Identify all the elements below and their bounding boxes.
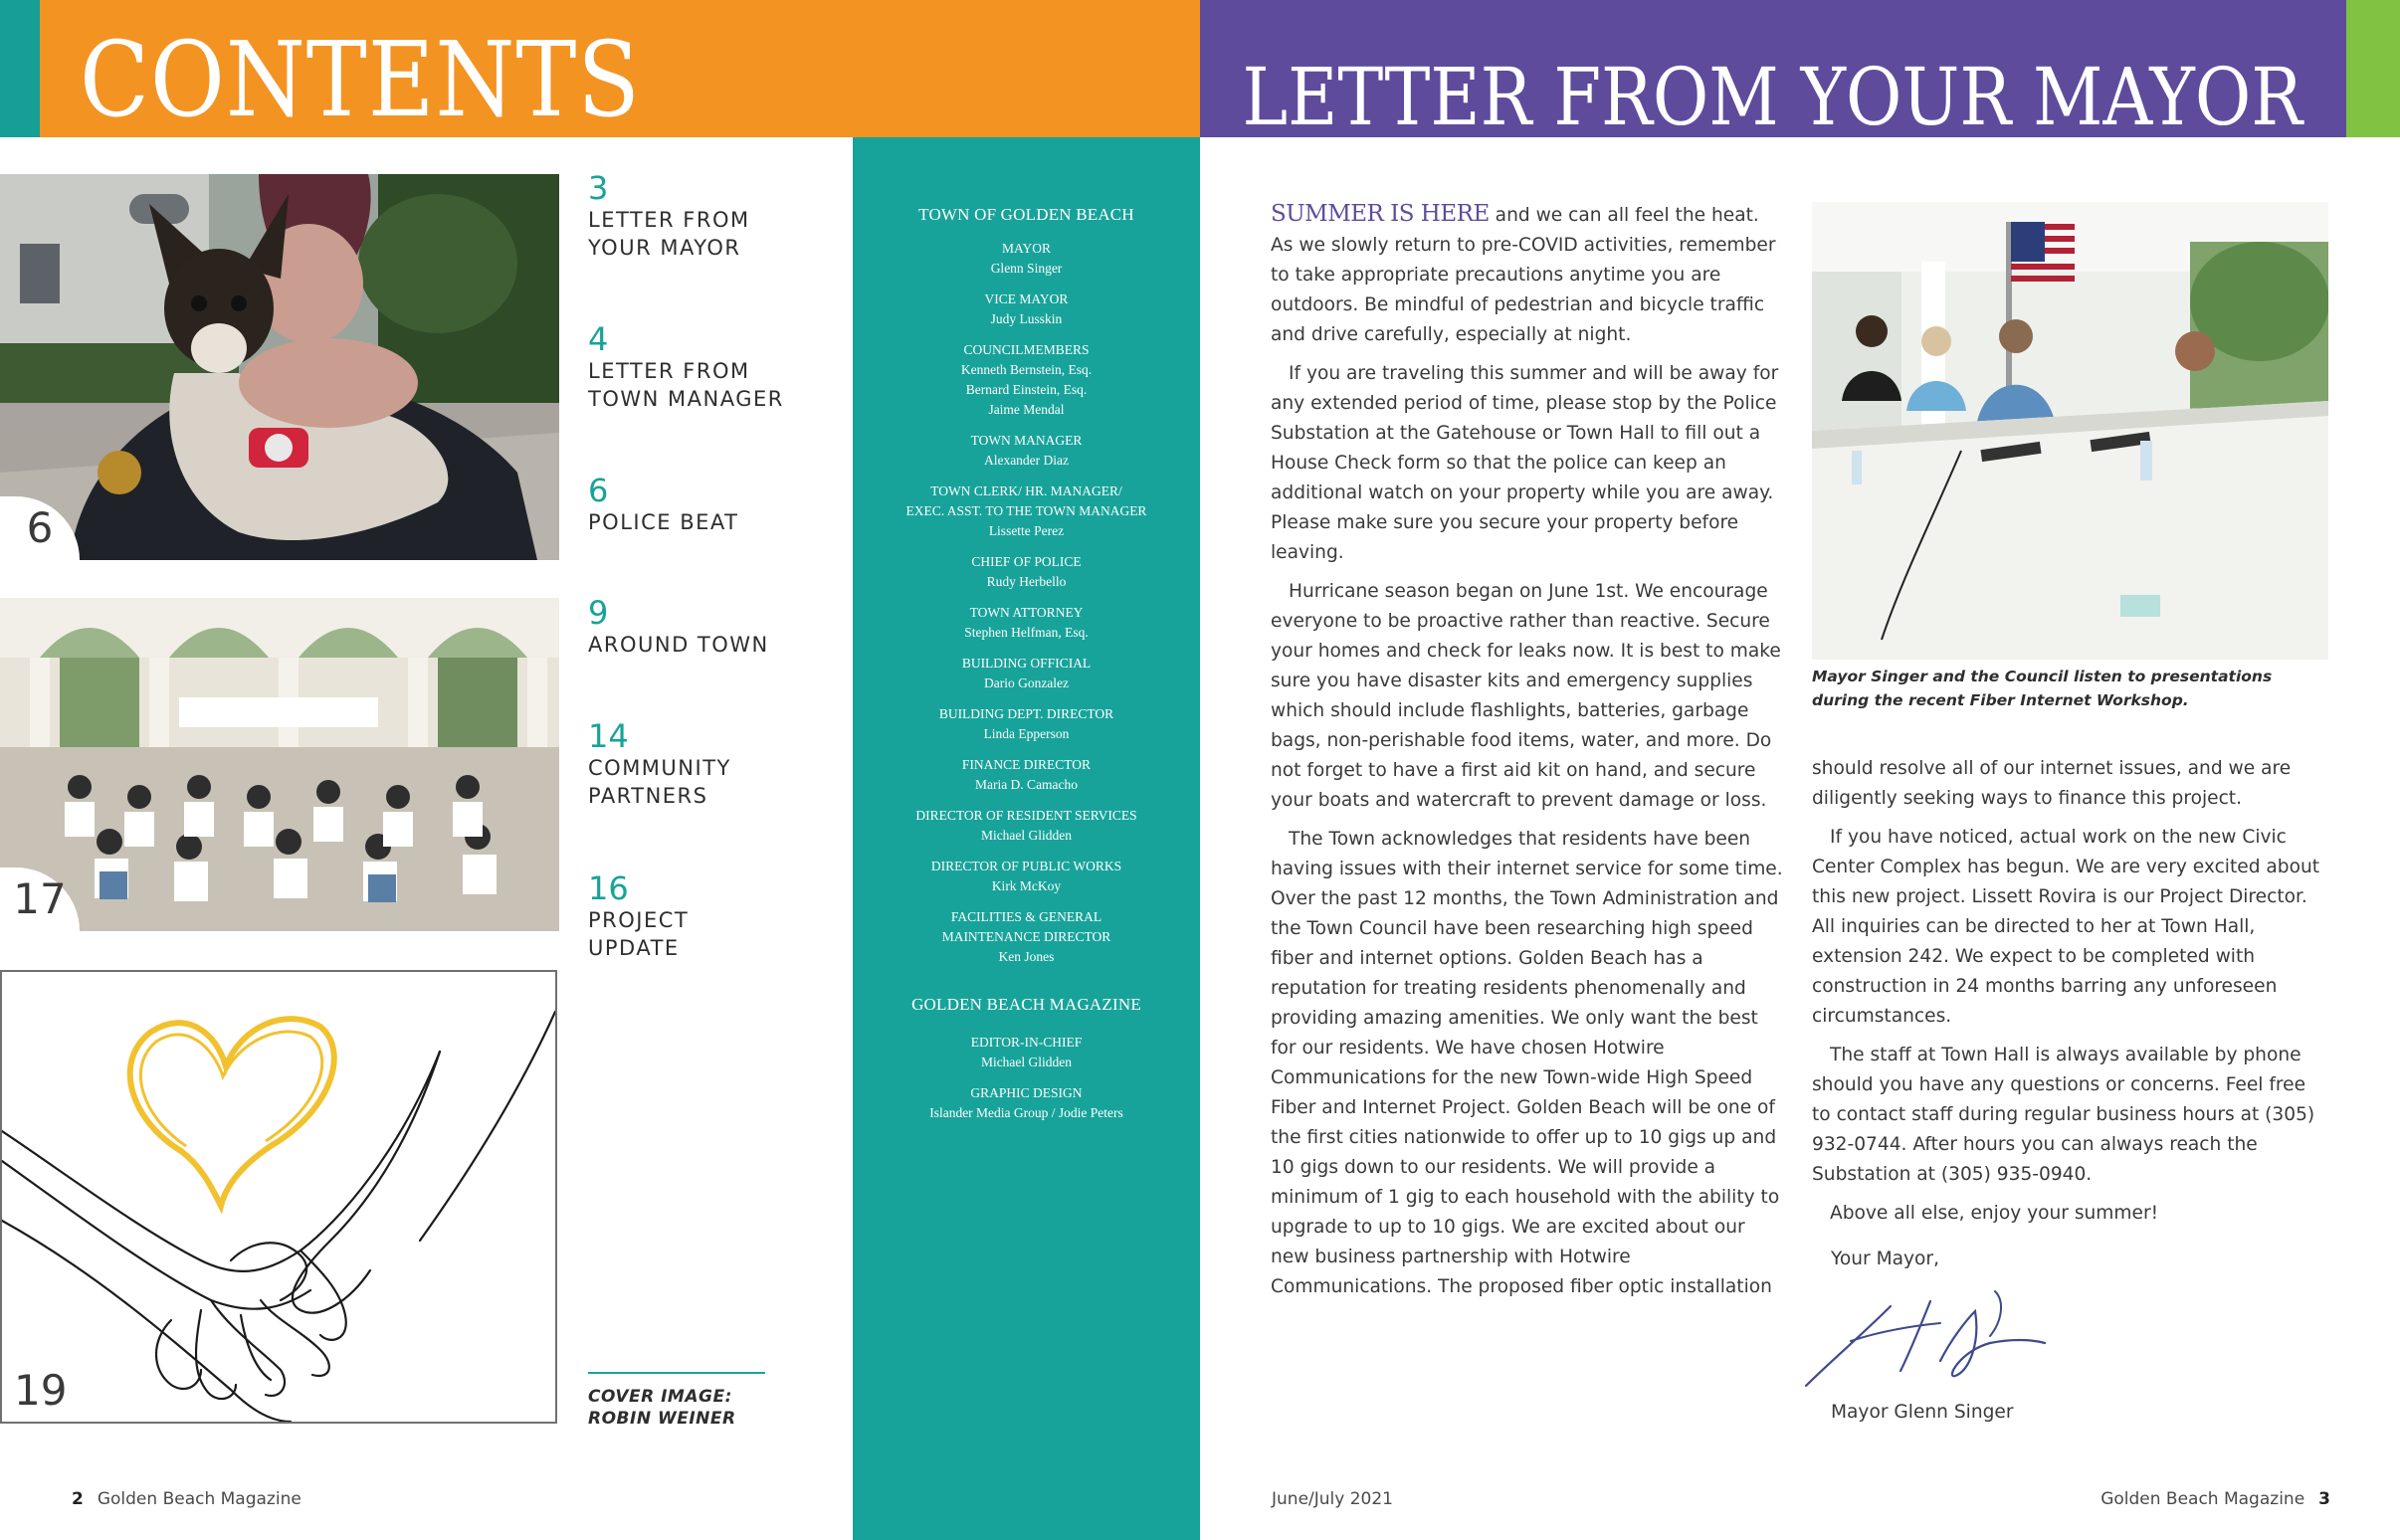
toc-label: YOUR MAYOR (588, 236, 741, 261)
toc-item[interactable] (588, 322, 837, 413)
staff-entry (853, 481, 1200, 541)
teal-edge-strip (0, 0, 40, 137)
photo-page-tab: 17 (0, 867, 80, 931)
cover-image-credit (588, 1386, 736, 1430)
staff-entry (853, 654, 1200, 693)
staff-heading: TOWN OF GOLDEN BEACH (918, 205, 1134, 224)
magazine-name: Golden Beach Magazine (2100, 1489, 2305, 1509)
staff-name: Islander Media Group / Jodie Peters (929, 1105, 1123, 1120)
staff-name: Maria D. Camacho (974, 777, 1079, 792)
staff-name: Glenn Singer (990, 261, 1063, 276)
toc-item[interactable] (588, 171, 837, 262)
letter-paragraph: Hurricane season began on June 1st. We encourage everyone to be proactive rather than reactive. Secure your homes and check for leaks now. It is best to make sure you have disaster kits and emergency supplies which should include flashlights, batteries, garbage bags, non-perishable food items, water, and more. Do not forget to have a first aid kit on hand, and secure your boats and watercraft to prevent damage or loss. (1271, 581, 1781, 811)
staff-title: CHIEF OF POLICE (971, 554, 1082, 569)
staff-name: Rudy Herbello (986, 574, 1067, 589)
staff-title: VICE MAYOR (984, 291, 1069, 306)
letter-paragraph: The staff at Town Hall is always available by phone should you have any questions or concerns. Feel free to contact staff during regular business hours at (305) 932-0744. After hours you can always reach the Substation at (305) 935-0940. (1812, 1045, 2315, 1185)
letter-paragraph (1271, 199, 1783, 350)
letter-signoff: Your Mayor, (1831, 1249, 1939, 1269)
staff-name: Bernard Einstein, Esq. (965, 382, 1088, 397)
staff-name: Judy Lusskin (990, 311, 1063, 326)
toc-label: COMMUNITY (588, 756, 731, 781)
toc-page-number: 14 (588, 717, 629, 755)
staff-title: DIRECTOR OF RESIDENT SERVICES (915, 808, 1137, 823)
green-edge-strip (2346, 0, 2400, 137)
photo-caption: Mayor Singer and the Council listen to presentations during the recent Fiber Internet Workshop. (1812, 668, 2273, 709)
staff-name: Lissette Perez (988, 523, 1065, 538)
staff-title: BUILDING OFFICIAL (961, 656, 1092, 671)
staff-entry (853, 239, 1200, 279)
heart-hands-drawing (0, 970, 557, 1424)
magazine-name: Golden Beach Magazine (97, 1489, 301, 1509)
staff-name: Stephen Helfman, Esq. (964, 625, 1089, 640)
officer-dog-photo (0, 174, 559, 560)
photo-page-tab: 19 (14, 1366, 68, 1415)
staff-entry (853, 340, 1200, 420)
council-workshop-photo (1812, 202, 2328, 660)
staff-directory-column (853, 137, 1200, 1540)
staff-name: Jaime Mendal (988, 402, 1065, 417)
right-page-footer (2100, 1489, 2330, 1509)
staff-entry (853, 1083, 1200, 1123)
left-page-footer (72, 1489, 301, 1509)
photo-page-tab: 6 (0, 496, 80, 560)
toc-page-number: 6 (588, 472, 609, 509)
cover-caption-line: COVER IMAGE: (588, 1387, 732, 1407)
community-meeting-photo (0, 598, 559, 931)
toc-item[interactable] (588, 719, 837, 810)
toc-label: UPDATE (588, 936, 680, 961)
staff-title: GRAPHIC DESIGN (970, 1085, 1083, 1100)
staff-title: TOWN ATTORNEY (969, 605, 1084, 620)
letter-paragraph: should resolve all of our internet issues, and we are diligently seeking ways to finance this project. (1812, 758, 2292, 809)
toc-page-number: 9 (588, 594, 609, 632)
staff-entry (853, 552, 1200, 592)
staff-entry (853, 806, 1200, 846)
staff-entry (853, 431, 1200, 471)
toc-label: TOWN MANAGER (588, 387, 784, 412)
staff-entry (853, 857, 1200, 896)
cover-caption-line: ROBIN WEINER (588, 1409, 736, 1429)
staff-entry (853, 704, 1200, 744)
letter-column-2 (1812, 754, 2328, 1238)
toc-page-number: 3 (588, 169, 609, 207)
toc-page-number: 16 (588, 869, 629, 907)
staff-entry (853, 603, 1200, 643)
mayor-letter-title: LETTER FROM YOUR MAYOR (1242, 51, 2302, 143)
mayor-signature (1791, 1281, 2060, 1401)
issue-date: June/July 2021 (1272, 1489, 1393, 1509)
staff-title: MAYOR (1001, 241, 1052, 256)
staff-title: COUNCILMEMBERS (963, 342, 1090, 357)
staff-name: Kenneth Bernstein, Esq. (960, 362, 1093, 377)
staff-title: EDITOR-IN-CHIEF (970, 1035, 1083, 1050)
lead-in: SUMMER IS HERE (1271, 201, 1490, 227)
staff-title: TOWN CLERK/ HR. MANAGER/ (930, 483, 1122, 498)
letter-paragraph: If you have noticed, actual work on the new Civic Center Complex has begun. We are very excited about this new project. Lissett Rovira is our Project Director. All inquiries can be directed to her at Town Hall, extension 242. We expect to be completed with construction in 24 months barring any unforeseen circumstances. (1812, 827, 2320, 1027)
toc-label: POLICE BEAT (588, 510, 739, 535)
toc-label: AROUND TOWN (588, 633, 769, 658)
staff-name: Kirk McKoy (991, 878, 1062, 893)
staff-title: FACILITIES & GENERAL (950, 909, 1102, 924)
signer-name: Mayor Glenn Singer (1831, 1402, 2014, 1423)
staff-title: FINANCE DIRECTOR (961, 757, 1092, 772)
staff-name: Michael Glidden (980, 1055, 1073, 1069)
staff-title: BUILDING DEPT. DIRECTOR (938, 706, 1114, 721)
cover-caption-rule (588, 1372, 765, 1374)
paragraph-text: and we can all feel the heat. As we slowly return to pre-COVID activities, remember to take appropriate precautions anytime you are outdoors. Be mindful of pedestrian and bicycle traffic and drive carefully, especially at night. (1271, 205, 1776, 345)
staff-name: Michael Glidden (980, 828, 1073, 843)
letter-paragraph: Above all else, enjoy your summer! (1830, 1203, 2159, 1224)
toc-item[interactable] (588, 871, 837, 962)
staff-name: Ken Jones (998, 949, 1055, 964)
toc-label: LETTER FROM (588, 359, 750, 384)
letter-paragraph: The Town acknowledges that residents have been having issues with their internet service for some time. Over the past 12 months, the Town Administration and the Town Council have been researching high speed fiber and internet options. Golden Beach has a reputation for treating residents phenomenally and providing amazing amenities. We only want the best for our residents. We have chosen Hotwire Communications for the new Town-wide High Speed Fiber and Internet Project. Golden Beach will be one of the first cities nationwide to offer up to 10 gigs up and 10 gigs down to our residents. We will provide a minimum of 1 gig to each household with the ability to upgrade to up to 10 gigs. We are excited about our new business partnership with Hotwire Communications. The proposed fiber optic installation (1271, 829, 1783, 1297)
staff-title: EXEC. ASST. TO THE TOWN MANAGER (905, 503, 1147, 518)
staff-entry (853, 289, 1200, 329)
staff-name: Dario Gonzalez (983, 675, 1070, 690)
staff-entry (853, 1033, 1200, 1072)
staff-entry (853, 755, 1200, 795)
staff-title: DIRECTOR OF PUBLIC WORKS (930, 859, 1122, 873)
staff-name: Alexander Diaz (983, 453, 1070, 468)
letter-paragraph: If you are traveling this summer and will be away for any extended period of time, please stop by the Police Substation at the Gatehouse or Town Hall to fill out a House Check form so that the police can keep an additional watch on your property while you are away. Please make sure you secure your property before leaving. (1271, 363, 1779, 563)
toc-item[interactable] (588, 596, 837, 659)
staff-title: TOWN MANAGER (970, 433, 1083, 448)
staff-entry (853, 907, 1200, 967)
toc-item[interactable] (588, 474, 837, 536)
page-number: 3 (2318, 1489, 2330, 1509)
toc-page-number: 4 (588, 320, 609, 358)
toc-label: PROJECT (588, 908, 690, 933)
contents-title: CONTENTS (80, 19, 641, 140)
staff-title: MAINTENANCE DIRECTOR (941, 929, 1111, 944)
toc-label: PARTNERS (588, 784, 708, 809)
page-number: 2 (72, 1489, 84, 1509)
toc-label: LETTER FROM (588, 208, 750, 233)
staff-name: Linda Epperson (983, 726, 1070, 741)
magazine-heading: GOLDEN BEACH MAGAZINE (911, 995, 1141, 1014)
letter-column-1 (1271, 199, 1783, 1311)
